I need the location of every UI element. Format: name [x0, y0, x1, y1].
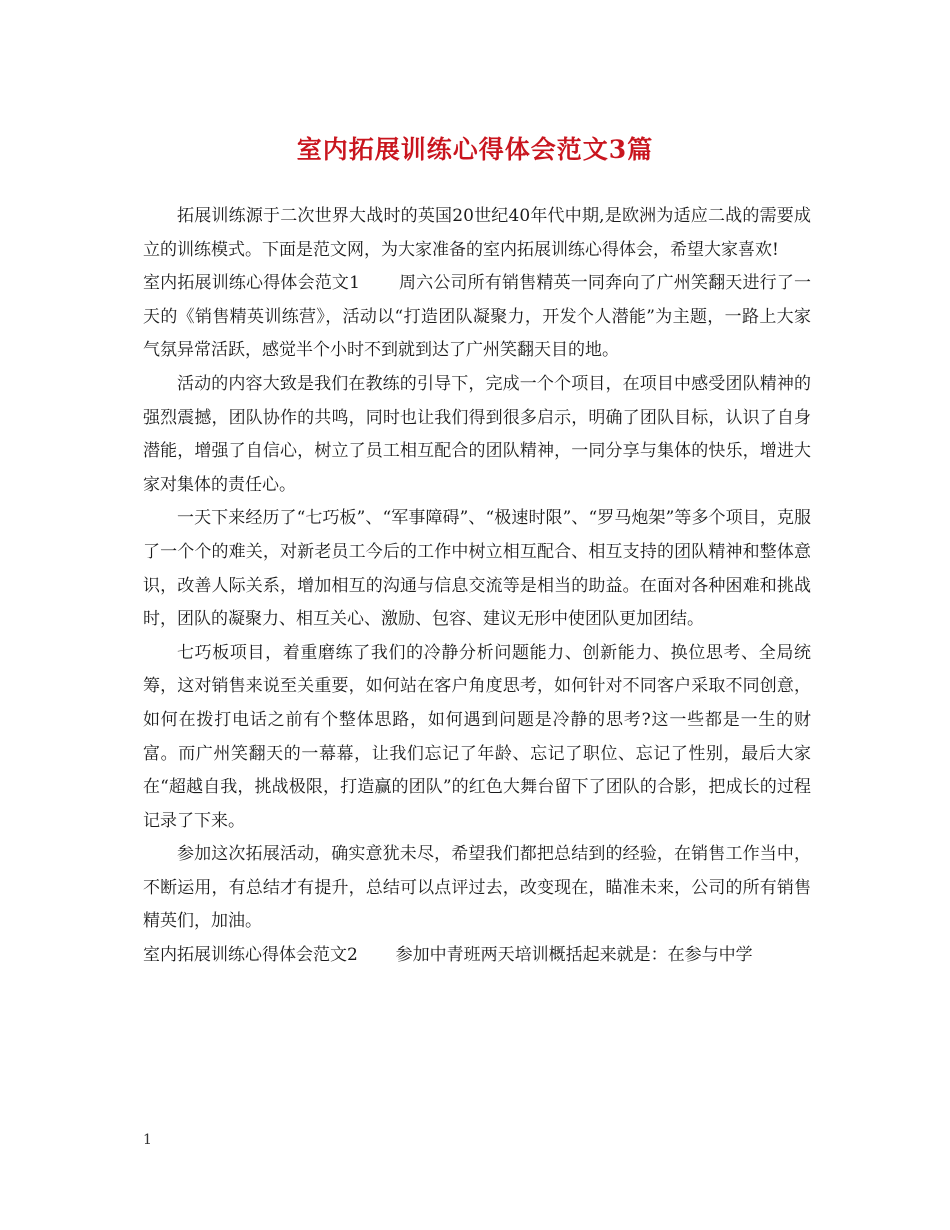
section-heading: 室内拓展训练心得体会范文1 [143, 273, 360, 294]
document-body [143, 200, 811, 973]
body-paragraph: 七巧板项目，着重磨练了我们的冷静分析问题能力、创新能力、换位思考、全局统筹，这对销售来说至关重要，如何站在客户角度思考，如何针对不同客户采取不同创意，如何在拨打电话之前有个整体思路，如何遇到问题是冷静的思考?这一些都是一生的财富。而广州笑翻天的一幕幕，让我们忘记了年龄、忘记了职位、忘记了性别，最后大家在“超越自我，挑战极限，打造赢的团队”的红色大舞台留下了团队的合影，把成长的过程记录了下来。 [143, 642, 811, 831]
section-text: 参加中青班两天培训概括起来就是：在参与中学 [395, 945, 753, 966]
intro-paragraph: 拓展训练源于二次世界大战时的英国20世纪40年代中期,是欧洲为适应二战的需要成立的训练模式。下面是范文网，为大家准备的室内拓展训练心得体会，希望大家喜欢! [143, 206, 811, 260]
body-paragraph: 一天下来经历了“七巧板”、“军事障碍”、“极速时限”、“罗马炮架”等多个项目，克服了一个个的难关，对新老员工今后的工作中树立相互配合、相互支持的团队精神和整体意识，改善人际关系，增加相互的沟通与信息交流等是相当的助益。在面对各种困难和挑战时，团队的凝聚力、相互关心、激励、包容、建议无形中使团队更加团结。 [143, 508, 811, 630]
section-paragraph [143, 267, 811, 368]
document-title: 室内拓展训练心得体会范文3篇 [296, 135, 654, 164]
body-paragraph: 参加这次拓展活动，确实意犹未尽，希望我们都把总结到的经验，在销售工作当中，不断运用，有总结才有提升，总结可以点评过去，改变现在，瞄准未来，公司的所有销售精英们，加油。 [143, 844, 811, 932]
section-text: 周六公司所有销售精英一同奔向了广州笑翻天进行了一天的《销售精英训练营》，活动以“打造团队凝聚力，开发个人潜能”为主题，一路上大家气氛异常活跃，感觉半个小时不到就到达了广州笑翻天目的地。 [143, 273, 812, 361]
body-paragraph: 活动的内容大致是我们在教练的引导下，完成一个个项目，在项目中感受团队精神的强烈震撼，团队协作的共鸣，同时也让我们得到很多启示，明确了团队目标，认识了自身潜能，增强了自信心，树立了员工相互配合的团队精神，一同分享与集体的快乐，增进大家对集体的责任心。 [143, 373, 811, 495]
page-number: 1 [143, 1132, 152, 1148]
section-heading: 室内拓展训练心得体会范文2 [143, 945, 358, 966]
section-paragraph [143, 939, 811, 973]
